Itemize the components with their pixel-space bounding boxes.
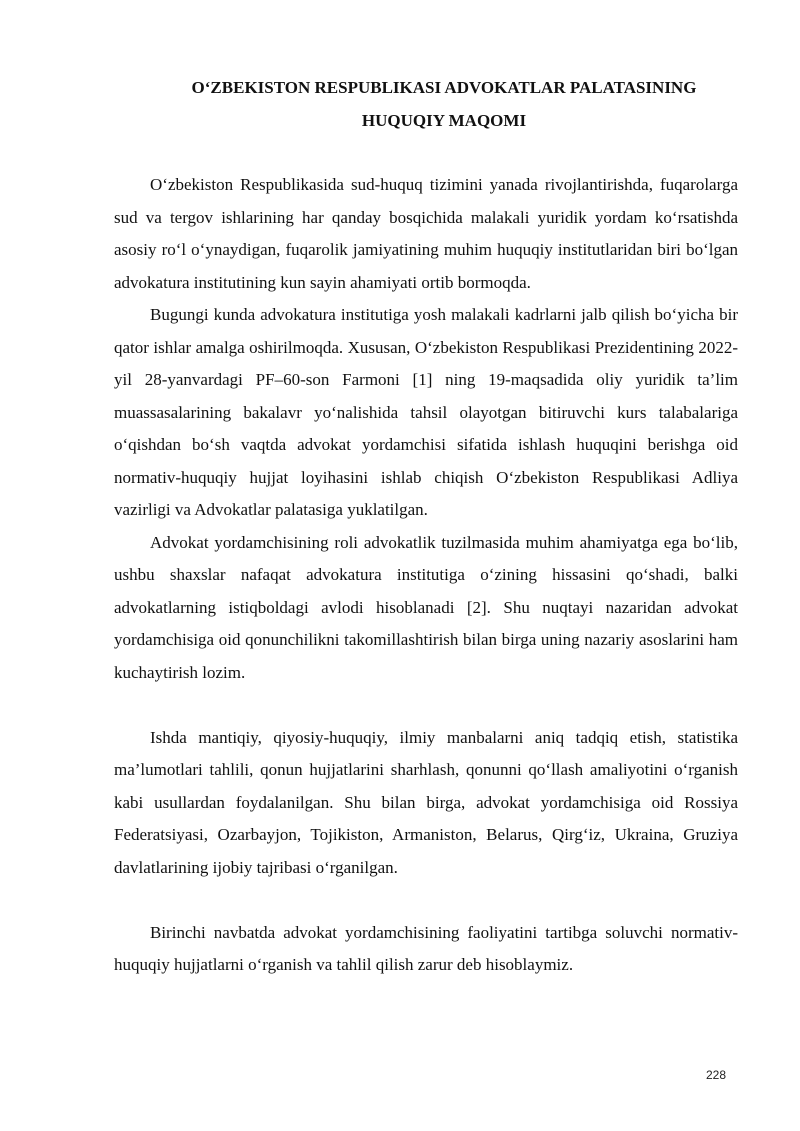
page-number: 228 — [706, 1068, 727, 1082]
blank-line — [114, 689, 738, 722]
blank-line — [114, 884, 738, 917]
title-line-1: O‘ZBEKISTON RESPUBLIKASI ADVOKATLAR PALATASINING — [191, 78, 697, 97]
title-spacer — [114, 137, 738, 169]
document-title — [150, 72, 738, 137]
paragraph-5: Birinchi navbatda advokat yordamchisining faoliyatini tartibga soluvchi normativ-huquqiy hujjatlarni o‘rganish va tahlil qilish zarur deb hisoblaymiz. — [114, 922, 738, 974]
title-line-2: HUQUQIY MAQOMI — [361, 110, 527, 130]
paragraph-4: Ishda mantiqiy, qiyosiy-huquqiy, ilmiy manbalarni aniq tadqiq etish, statistika ma’lumotlari tahlili, qonun hujjatlarini sharhlash, qonunni qo‘llash amaliyotini o‘rganish kabi usullardan foydalanilgan. Shu bilan birga, advokat yordamchisiga oid Rossiya Federatsiyasi, Ozarbayjon, Tojikiston, Armaniston, Belarus, Qirg‘iz, Ukraina, Gruziya davlatlarining ijobiy tajribasi o‘rganilgan. — [114, 727, 738, 877]
document-page — [114, 72, 738, 982]
paragraph-2: Bugungi kunda advokatura institutiga yosh malakali kadrlarni jalb qilish bo‘yicha bir qator ishlar amalga oshirilmoqda. Xususan, O‘zbekiston Respublikasi Prezidentining 2022-yil 28-yanvardagi PF–60-son Farmoni [1] ning 19-maqsadida oliy yuridik ta’lim muassasalarining bakalavr yo‘nalishida tahsil olayotgan bitiruvchi kurs talabalariga o‘qishdan bo‘sh vaqtda advokat yordamchisi sifatida ishlash huquqini berishga oid normativ-huquqiy hujjat loyihasini ishlab chiqish O‘zbekiston Respublikasi Adliya vazirligi va Advokatlar palatasiga yuklatilgan. — [114, 305, 738, 519]
paragraph-3: Advokat yordamchisining roli advokatlik tuzilmasida muhim ahamiyatga ega bo‘lib, ushbu shaxslar nafaqat advokatura institutiga o‘zining hissasini qo‘shadi, balki advokatlarning istiqboldagi avlodi hisoblanadi [2]. Shu nuqtayi nazaridan advokat yordamchisiga oid qonunchilikni takomillashtirish bilan birga uning nazariy asoslarini ham kuchaytirish lozim. — [114, 532, 738, 682]
paragraph-1: O‘zbekiston Respublikasida sud-huquq tizimini yanada rivojlantirishda, fuqarolarga sud va tergov ishlarining har qanday bosqichida malakali yuridik yordam ko‘rsatishda asosiy ro‘l o‘ynaydigan, fuqarolik jamiyatining muhim huquqiy institutlaridan biri bo‘lgan advokatura institutining kun sayin ahamiyati ortib bormoqda. — [114, 175, 738, 292]
